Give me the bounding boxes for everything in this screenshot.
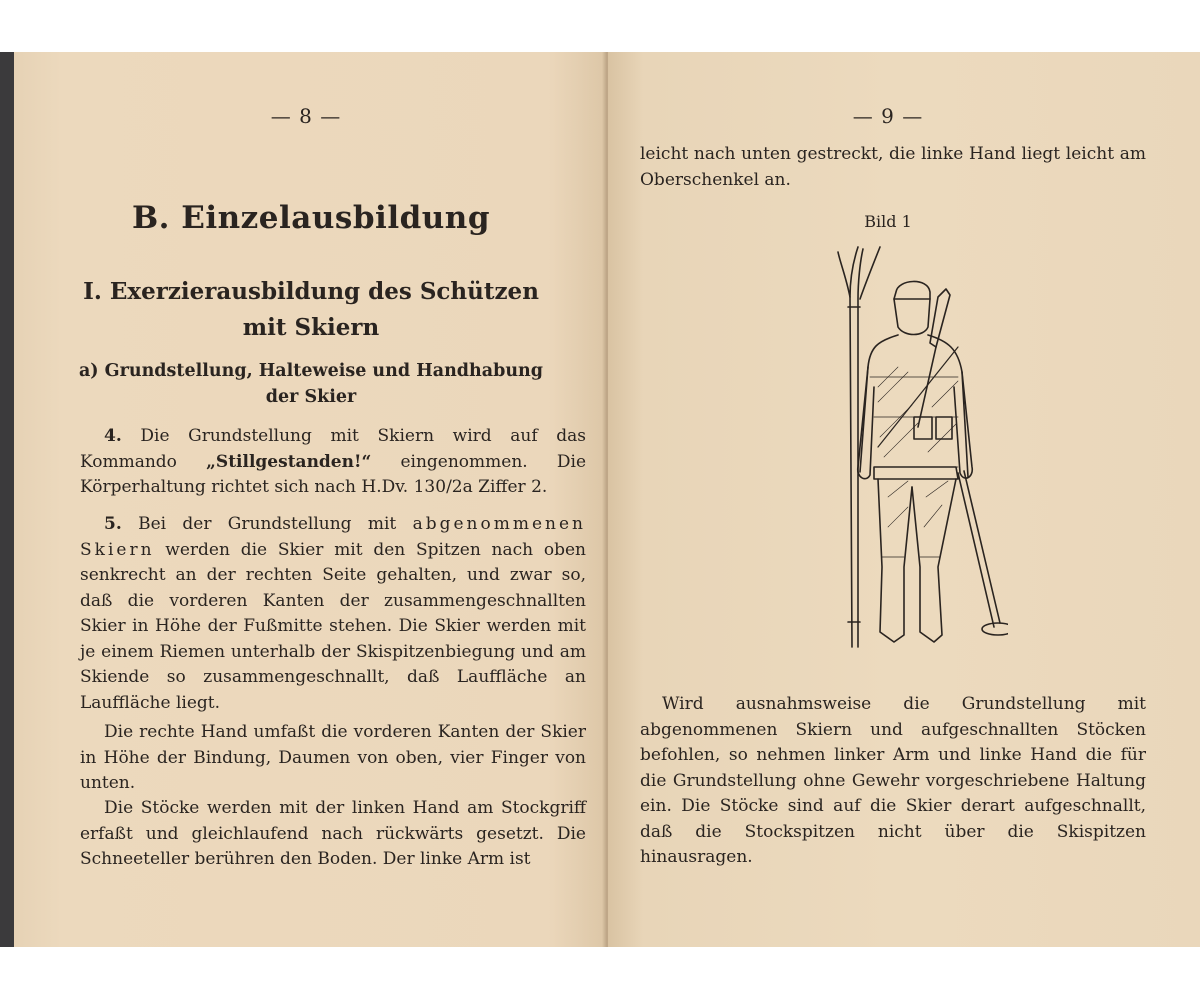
section-heading: B. Einzelausbildung bbox=[131, 200, 491, 236]
subsection-heading bbox=[14, 358, 608, 410]
left-page bbox=[14, 52, 608, 947]
paragraph-text: eingenommen. Die Körperhaltung richtet sich nach H.Dv. 130/2a Ziffer 2. bbox=[80, 451, 586, 497]
soldier-with-skis-illustration bbox=[808, 237, 1008, 667]
paragraph-number: 5. bbox=[104, 514, 122, 534]
page-number-right: — 9 — bbox=[852, 104, 924, 128]
right-page bbox=[608, 52, 1200, 947]
subsection-heading-line1: a) Grundstellung, Halteweise und Handhabung bbox=[78, 361, 544, 381]
paragraph-stoecke: Die Stöcke werden mit der linken Hand am Stockgriff erfaßt und gleichlaufend nach rückwärts gesetzt. Die Schneeteller berühren den Boden. Der linke Arm ist bbox=[80, 798, 586, 869]
continuation-text: leicht nach unten gestreckt, die linke Hand liegt leicht am Oberschenkel an. bbox=[640, 144, 1146, 190]
figure-caption: Bild 1 bbox=[864, 212, 912, 231]
chapter-heading bbox=[14, 274, 608, 346]
command-text: „Stillgestanden!“ bbox=[206, 451, 372, 472]
emphasized-text: abgenommenen Skiern bbox=[80, 514, 586, 560]
paragraph-text: werden die Skier mit den Spitzen nach oben senkrecht an der rechten Seite gehalten, und zwar so, daß die vorderen Kanten der zusammengeschnallten Skier in Höhe der Fußmitte stehen. Die Skier werden mit je einem Riemen unterhalb der Skispitzenbiegung und am Skiende so zusammengeschnallt, daß Lauffläche an Lauffläche liegt. bbox=[80, 539, 586, 713]
chapter-heading-line1: I. Exerzierausbildung des Schützen bbox=[83, 278, 539, 305]
paragraph-4 bbox=[80, 424, 586, 501]
paragraph-text: Die Grundstellung mit Skiern wird auf das Kommando bbox=[80, 426, 586, 472]
paragraph-hand: Die rechte Hand umfaßt die vorderen Kanten der Skier in Höhe der Bindung, Daumen von oben, vier Finger von unten. bbox=[80, 722, 586, 793]
page-number-left: — 8 — bbox=[270, 104, 342, 128]
open-book bbox=[0, 52, 1200, 947]
chapter-heading-line2: mit Skiern bbox=[242, 314, 380, 341]
paragraph-text: Bei der Grundstellung mit bbox=[138, 514, 413, 534]
paragraph-ausnahme: Wird ausnahmsweise die Grundstellung mit abgenommenen Skiern und aufgeschnallten Stöcken befohlen, so nehmen linker Arm und linke Hand die für die Grundstellung ohne Gewehr vorgeschriebene Haltung ein. Die Stöcke sind auf die Skier derart aufgeschnallt, daß die Stockspitzen nicht über die Skispitzen hinausragen. bbox=[640, 694, 1146, 867]
paragraph-5 bbox=[80, 512, 586, 716]
subsection-heading-line2: der Skier bbox=[265, 387, 357, 407]
paragraph-number: 4. bbox=[104, 426, 122, 446]
